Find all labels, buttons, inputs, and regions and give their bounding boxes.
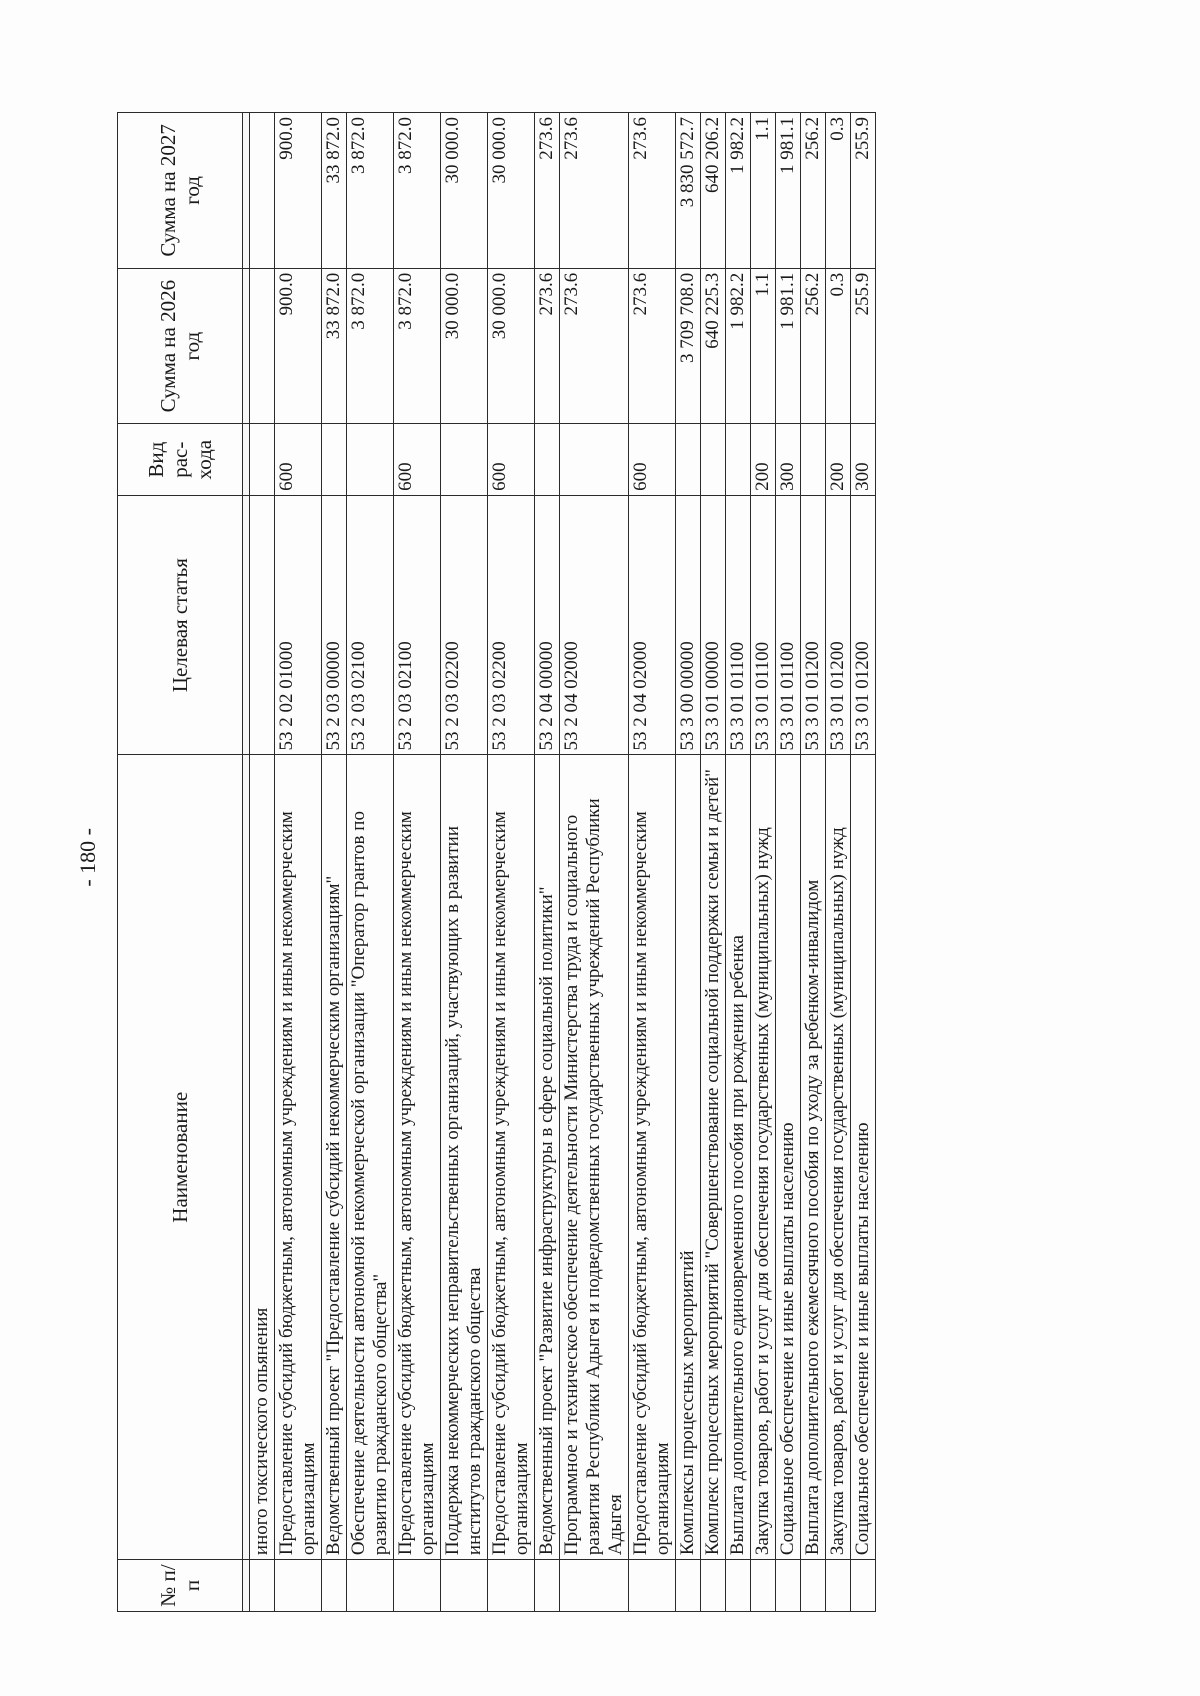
table-row bbox=[726, 113, 751, 1612]
cell-num bbox=[726, 1560, 751, 1612]
cell-expense-type bbox=[801, 424, 826, 495]
cell-num bbox=[275, 1560, 322, 1612]
cell-num bbox=[851, 1560, 876, 1612]
cell-target-code: 53 3 01 00000 bbox=[701, 495, 726, 755]
cell-name: Выплата дополнительного единовременного пособия при рождении ребенка bbox=[726, 755, 751, 1560]
cell-sum-2027: 1.1 bbox=[751, 113, 776, 269]
cell-sum-2026: 900.0 bbox=[275, 268, 322, 424]
cell-sum-2027 bbox=[250, 113, 275, 269]
cell-num bbox=[629, 1560, 676, 1612]
cell-num bbox=[801, 1560, 826, 1612]
cell-name: Социальное обеспечение и иные выплаты населению bbox=[776, 755, 801, 1560]
cell-name: Ведомственный проект "Предоставление субсидий некоммерческим организациям" bbox=[322, 755, 347, 1560]
cell-target-code: 53 2 03 02200 bbox=[488, 495, 535, 755]
cell-num bbox=[347, 1560, 394, 1612]
table-row bbox=[560, 113, 629, 1612]
table-row bbox=[535, 113, 560, 1612]
cell-target-code: 53 3 01 01100 bbox=[776, 495, 801, 755]
table-row bbox=[394, 113, 441, 1612]
cell-sum-2026: 30 000.0 bbox=[441, 268, 488, 424]
table-row bbox=[322, 113, 347, 1612]
header-spacer-row bbox=[243, 113, 250, 1612]
cell-sum-2026: 640 225.3 bbox=[701, 268, 726, 424]
cell-sum-2026: 1 982.2 bbox=[726, 268, 751, 424]
cell-sum-2027: 273.6 bbox=[535, 113, 560, 269]
table-row bbox=[751, 113, 776, 1612]
cell-expense-type: 600 bbox=[394, 424, 441, 495]
spacer-cell bbox=[243, 424, 250, 495]
cell-num bbox=[776, 1560, 801, 1612]
cell-num bbox=[560, 1560, 629, 1612]
table-row bbox=[441, 113, 488, 1612]
cell-sum-2027: 640 206.2 bbox=[701, 113, 726, 269]
cell-expense-type: 200 bbox=[751, 424, 776, 495]
spacer-cell bbox=[243, 495, 250, 755]
cell-sum-2027: 30 000.0 bbox=[441, 113, 488, 269]
cell-sum-2027: 0.3 bbox=[826, 113, 851, 269]
cell-expense-type: 600 bbox=[629, 424, 676, 495]
cell-num bbox=[751, 1560, 776, 1612]
table-row bbox=[676, 113, 701, 1612]
cell-expense-type bbox=[322, 424, 347, 495]
cell-name: Предоставление субсидий бюджетным, автономным учреждениям и иным некоммерческим организациям bbox=[275, 755, 322, 1560]
cell-sum-2027: 900.0 bbox=[275, 113, 322, 269]
cell-name: Комплекс процессных мероприятий "Совершенствование социальной поддержки семьи и детей" bbox=[701, 755, 726, 1560]
cell-target-code: 53 2 02 01000 bbox=[275, 495, 322, 755]
cell-expense-type: 600 bbox=[275, 424, 322, 495]
cell-name: Комплексы процессных мероприятий bbox=[676, 755, 701, 1560]
cell-sum-2026: 256.2 bbox=[801, 268, 826, 424]
budget-table bbox=[117, 112, 876, 1612]
cell-target-code: 53 2 04 00000 bbox=[535, 495, 560, 755]
cell-sum-2026: 1.1 bbox=[751, 268, 776, 424]
rotated-table-frame bbox=[117, 112, 1107, 1612]
cell-sum-2026: 3 872.0 bbox=[347, 268, 394, 424]
spacer-cell bbox=[243, 113, 250, 269]
header-name: Наименование bbox=[118, 755, 243, 1560]
cell-num bbox=[535, 1560, 560, 1612]
cell-sum-2026 bbox=[250, 268, 275, 424]
cell-name: Социальное обеспечение и иные выплаты населению bbox=[851, 755, 876, 1560]
cell-sum-2026: 33 872.0 bbox=[322, 268, 347, 424]
cell-num bbox=[441, 1560, 488, 1612]
cell-target-code: 53 3 01 01100 bbox=[751, 495, 776, 755]
cell-expense-type: 200 bbox=[826, 424, 851, 495]
table-header bbox=[118, 113, 250, 1612]
cell-expense-type bbox=[250, 424, 275, 495]
spacer-cell bbox=[243, 755, 250, 1560]
table-row bbox=[701, 113, 726, 1612]
table-row bbox=[851, 113, 876, 1612]
cell-num bbox=[488, 1560, 535, 1612]
page-number: - 180 - bbox=[75, 828, 100, 887]
cell-num bbox=[826, 1560, 851, 1612]
cell-sum-2026: 30 000.0 bbox=[488, 268, 535, 424]
cell-sum-2027: 3 830 572.7 bbox=[676, 113, 701, 269]
cell-num bbox=[322, 1560, 347, 1612]
cell-expense-type bbox=[701, 424, 726, 495]
table-body bbox=[250, 113, 876, 1612]
cell-name: Обеспечение деятельности автономной некоммерческой организации "Оператор грантов по развитию гражданского общества" bbox=[347, 755, 394, 1560]
cell-num bbox=[676, 1560, 701, 1612]
cell-sum-2027: 273.6 bbox=[560, 113, 629, 269]
table-row bbox=[250, 113, 275, 1612]
header-sum-2026: Сумма на 2026 год bbox=[118, 268, 243, 424]
cell-sum-2026: 273.6 bbox=[535, 268, 560, 424]
cell-sum-2026: 3 872.0 bbox=[394, 268, 441, 424]
cell-expense-type: 600 bbox=[488, 424, 535, 495]
cell-name: Предоставление субсидий бюджетным, автономным учреждениям и иным некоммерческим организациям bbox=[629, 755, 676, 1560]
cell-expense-type bbox=[560, 424, 629, 495]
table-row bbox=[629, 113, 676, 1612]
cell-num bbox=[701, 1560, 726, 1612]
cell-expense-type: 300 bbox=[851, 424, 876, 495]
cell-sum-2027: 30 000.0 bbox=[488, 113, 535, 269]
cell-sum-2026: 255.9 bbox=[851, 268, 876, 424]
header-type: Вид рас-хода bbox=[118, 424, 243, 495]
cell-name: Предоставление субсидий бюджетным, автономным учреждениям и иным некоммерческим организациям bbox=[394, 755, 441, 1560]
cell-sum-2026: 0.3 bbox=[826, 268, 851, 424]
cell-name: Поддержка некоммерческих неправительственных организаций, участвующих в развитии институтов гражданского общества bbox=[441, 755, 488, 1560]
cell-target-code: 53 3 00 00000 bbox=[676, 495, 701, 755]
cell-target-code: 53 3 01 01200 bbox=[801, 495, 826, 755]
spacer-cell bbox=[243, 268, 250, 424]
table-row bbox=[275, 113, 322, 1612]
cell-target-code: 53 3 01 01200 bbox=[851, 495, 876, 755]
cell-sum-2027: 3 872.0 bbox=[347, 113, 394, 269]
header-row bbox=[118, 113, 243, 1612]
cell-expense-type bbox=[535, 424, 560, 495]
cell-target-code: 53 2 03 02100 bbox=[394, 495, 441, 755]
table-row bbox=[347, 113, 394, 1612]
cell-expense-type bbox=[676, 424, 701, 495]
table-row bbox=[826, 113, 851, 1612]
cell-sum-2027: 33 872.0 bbox=[322, 113, 347, 269]
cell-name: Предоставление субсидий бюджетным, автономным учреждениям и иным некоммерческим организациям bbox=[488, 755, 535, 1560]
cell-sum-2027: 1 981.1 bbox=[776, 113, 801, 269]
cell-sum-2027: 273.6 bbox=[629, 113, 676, 269]
cell-expense-type: 300 bbox=[776, 424, 801, 495]
cell-expense-type bbox=[726, 424, 751, 495]
table-row bbox=[488, 113, 535, 1612]
cell-expense-type bbox=[347, 424, 394, 495]
cell-target-code: 53 2 03 00000 bbox=[322, 495, 347, 755]
cell-target-code: 53 2 03 02200 bbox=[441, 495, 488, 755]
cell-num bbox=[250, 1560, 275, 1612]
cell-target-code: 53 2 04 02000 bbox=[560, 495, 629, 755]
cell-target-code: 53 3 01 01100 bbox=[726, 495, 751, 755]
cell-name: Программное и техническое обеспечение деятельности Министерства труда и социального развития Республики Адыгея и подведомственных государственных учреждений Республики Адыгея bbox=[560, 755, 629, 1560]
header-code: Целевая статья bbox=[118, 495, 243, 755]
cell-sum-2027: 255.9 bbox=[851, 113, 876, 269]
header-num: № п/п bbox=[118, 1560, 243, 1612]
cell-sum-2026: 3 709 708.0 bbox=[676, 268, 701, 424]
cell-sum-2026: 273.6 bbox=[629, 268, 676, 424]
cell-target-code: 53 2 03 02100 bbox=[347, 495, 394, 755]
table-row bbox=[776, 113, 801, 1612]
cell-name: Закупка товаров, работ и услуг для обеспечения государственных (муниципальных) нужд bbox=[826, 755, 851, 1560]
cell-target-code: 53 3 01 01200 bbox=[826, 495, 851, 755]
spacer-cell bbox=[243, 1560, 250, 1612]
cell-name: Выплата дополнительного ежемесячного пособия по уходу за ребенком-инвалидом bbox=[801, 755, 826, 1560]
cell-sum-2027: 256.2 bbox=[801, 113, 826, 269]
cell-name: иного токсического опьянения bbox=[250, 755, 275, 1560]
cell-sum-2027: 3 872.0 bbox=[394, 113, 441, 269]
header-sum-2027: Сумма на 2027 год bbox=[118, 113, 243, 269]
cell-num bbox=[394, 1560, 441, 1612]
cell-name: Закупка товаров, работ и услуг для обеспечения государственных (муниципальных) нужд bbox=[751, 755, 776, 1560]
cell-target-code: 53 2 04 02000 bbox=[629, 495, 676, 755]
cell-sum-2026: 1 981.1 bbox=[776, 268, 801, 424]
cell-target-code bbox=[250, 495, 275, 755]
table-row bbox=[801, 113, 826, 1612]
cell-name: Ведомственный проект "Развитие инфраструктуры в сфере социальной политики" bbox=[535, 755, 560, 1560]
cell-sum-2027: 1 982.2 bbox=[726, 113, 751, 269]
cell-sum-2026: 273.6 bbox=[560, 268, 629, 424]
cell-expense-type bbox=[441, 424, 488, 495]
